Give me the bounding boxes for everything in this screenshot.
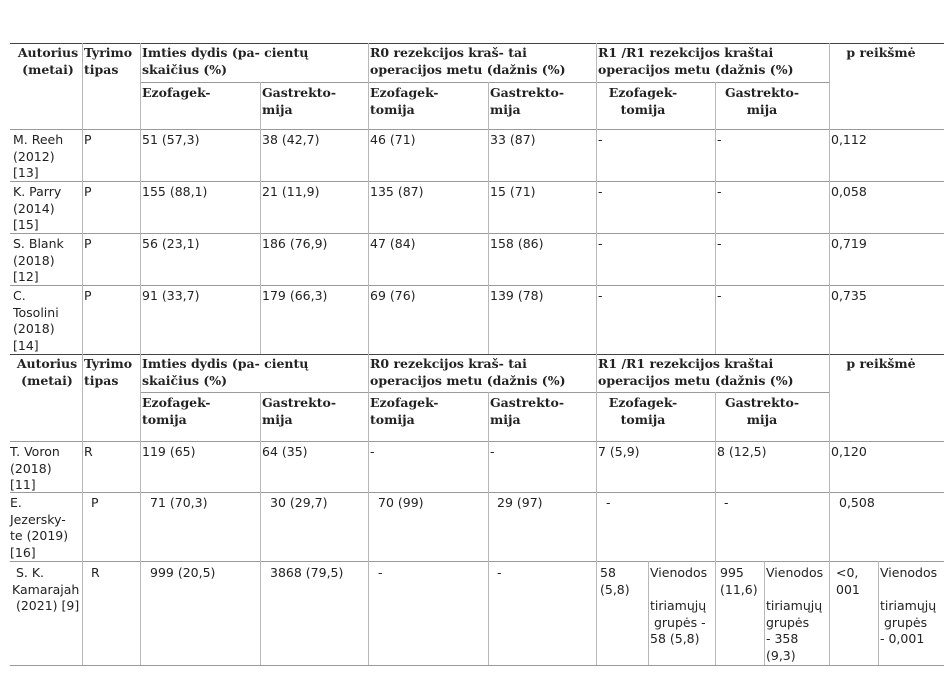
- column-rule: [260, 82, 261, 354]
- header-sample-size: Imties dydis (pa- cientų skaičius (%): [142, 45, 309, 77]
- subheader-sample-esophagectomy: Ezofagek- tomija: [142, 395, 211, 427]
- header-p-value: p reikšmė: [846, 45, 916, 60]
- row-rule: [10, 233, 944, 234]
- cell-r0-esophagectomy: 135 (87): [370, 184, 424, 199]
- column-rule: [878, 561, 879, 665]
- cell-r0-esophagectomy: -: [370, 444, 375, 459]
- cell-p-value: 0,112: [831, 132, 867, 147]
- row-rule: [10, 181, 944, 182]
- cell-sample-esophagectomy: 56 (23,1): [142, 236, 200, 251]
- cell-sample-gastrectomy: 30 (29,7): [270, 495, 328, 510]
- cell-r1-esophagectomy: -: [598, 288, 603, 303]
- cell-type: R: [91, 565, 100, 580]
- cell-p-value: 0,508: [839, 495, 875, 510]
- cell-r1-gastrectomy: -: [717, 132, 722, 147]
- cell-type: P: [91, 495, 99, 510]
- column-rule: [140, 43, 141, 665]
- subheader-r1-esophagectomy: Ezofagek- tomija: [608, 395, 678, 427]
- header-r1-margins: R1 /R1 rezekcijos kraštai operacijos metu (dažnis (%): [598, 356, 794, 388]
- cell-r1-gastrectomy: -: [724, 495, 729, 510]
- cell-p-value: 0,058: [831, 184, 867, 199]
- cell-r1-esophagectomy: -: [598, 236, 603, 251]
- cell-type: P: [84, 184, 92, 199]
- column-rule: [764, 561, 765, 665]
- cell-r1-gastrectomy: 995 (11,6): [720, 565, 758, 597]
- header-r0-margins: R0 rezekcijos kraš- tai operacijos metu (dažnis (%): [370, 356, 566, 388]
- cell-r0-esophagectomy: 69 (76): [370, 288, 416, 303]
- cell-r1-esophagectomy: -: [598, 184, 603, 199]
- cell-r1-gastrectomy: 8 (12,5): [717, 444, 767, 459]
- cell-type: R: [84, 444, 93, 459]
- subheader-sample-gastrectomy: Gastrekto- mija: [262, 85, 337, 117]
- cell-sample-esophagectomy: 155 (88,1): [142, 184, 208, 199]
- subheader-r0-gastrectomy: Gastrekto- mija: [490, 395, 565, 427]
- header-study-type: Tyrimo tipas: [84, 45, 133, 77]
- cell-sample-gastrectomy: 38 (42,7): [262, 132, 320, 147]
- cell-author: K. Parry (2014) [15]: [13, 184, 62, 232]
- subheader-sample-esophagectomy: Ezofagek-: [142, 85, 211, 100]
- cell-r0-gastrectomy: 158 (86): [490, 236, 544, 251]
- cell-r0-gastrectomy: 33 (87): [490, 132, 536, 147]
- cell-sample-gastrectomy: 179 (66,3): [262, 288, 328, 303]
- subheader-r1-esophagectomy: Ezofagek- tomija: [608, 85, 678, 117]
- header-study-type: Tyrimo tipas: [84, 356, 133, 388]
- column-rule: [715, 392, 716, 665]
- cell-r0-gastrectomy: -: [497, 565, 502, 580]
- row-rule: [10, 285, 944, 286]
- subheader-r1-gastrectomy: Gastrekto- mija: [724, 85, 800, 117]
- column-rule: [488, 82, 489, 354]
- cell-type: P: [84, 288, 92, 303]
- cell-type: P: [84, 132, 92, 147]
- cell-r0-gastrectomy: 15 (71): [490, 184, 536, 199]
- subheader-r1-gastrectomy: Gastrekto- mija: [724, 395, 800, 427]
- cell-sample-gastrectomy: 3868 (79,5): [270, 565, 344, 580]
- cell-r0-gastrectomy: 29 (97): [497, 495, 543, 510]
- column-rule: [829, 43, 830, 665]
- cell-author: C. Tosolini (2018) [14]: [13, 288, 59, 353]
- cell-sample-gastrectomy: 64 (35): [262, 444, 308, 459]
- cell-r1-gastrectomy-note: Vienodos tiriamųjų grupės - 358 (9,3): [766, 565, 824, 663]
- cell-r1-esophagectomy: 7 (5,9): [598, 444, 640, 459]
- cell-r1-esophagectomy-note: Vienodos tiriamųjų grupės - 58 (5,8): [650, 565, 708, 646]
- cell-r0-gastrectomy: -: [490, 444, 495, 459]
- cell-r1-esophagectomy: 58 (5,8): [600, 565, 630, 597]
- cell-type: P: [84, 236, 92, 251]
- table-bottom-rule: [10, 665, 944, 666]
- cell-sample-esophagectomy: 119 (65): [142, 444, 196, 459]
- header-sample-size: Imties dydis (pa- cientų skaičius (%): [142, 356, 309, 388]
- column-rule: [82, 43, 83, 665]
- subheader-r0-esophagectomy: Ezofagek- tomija: [370, 85, 439, 117]
- column-rule: [648, 561, 649, 665]
- cell-r0-gastrectomy: 139 (78): [490, 288, 544, 303]
- cell-p-value: 0,120: [831, 444, 867, 459]
- column-rule: [368, 43, 369, 665]
- subheader-rule: [140, 392, 829, 393]
- cell-p-value: <0, 001: [836, 565, 860, 597]
- cell-r1-esophagectomy: -: [606, 495, 611, 510]
- row-rule: [10, 441, 944, 442]
- header-r0-margins: R0 rezekcijos kraš- tai operacijos metu (dažnis (%): [370, 45, 566, 77]
- subheader-r0-esophagectomy: Ezofagek- tomija: [370, 395, 439, 427]
- section-divider: [10, 354, 944, 355]
- cell-p-value: 0,719: [831, 236, 867, 251]
- column-rule: [260, 392, 261, 665]
- cell-r1-gastrectomy: -: [717, 184, 722, 199]
- cell-author: E. Jezersky- te (2019) [16]: [10, 495, 69, 560]
- cell-r0-esophagectomy: -: [378, 565, 383, 580]
- row-rule: [10, 561, 944, 562]
- header-author: Autorius (metai): [16, 356, 78, 388]
- column-rule: [596, 43, 597, 665]
- row-rule: [10, 492, 944, 493]
- cell-sample-esophagectomy: 91 (33,7): [142, 288, 200, 303]
- cell-sample-esophagectomy: 999 (20,5): [150, 565, 216, 580]
- cell-sample-gastrectomy: 186 (76,9): [262, 236, 328, 251]
- subheader-rule: [140, 82, 829, 83]
- cell-r0-esophagectomy: 70 (99): [378, 495, 424, 510]
- cell-sample-esophagectomy: 51 (57,3): [142, 132, 200, 147]
- cell-sample-gastrectomy: 21 (11,9): [262, 184, 320, 199]
- cell-r1-gastrectomy: -: [717, 236, 722, 251]
- cell-r0-esophagectomy: 47 (84): [370, 236, 416, 251]
- cell-r1-esophagectomy: -: [598, 132, 603, 147]
- header-author: Autorius (metai): [17, 45, 79, 77]
- subheader-r0-gastrectomy: Gastrekto- mija: [490, 85, 565, 117]
- cell-author: S. K. Kamarajah (2021) [9]: [12, 565, 80, 613]
- cell-author: T. Voron (2018) [11]: [10, 444, 60, 492]
- table-top-rule: [10, 43, 944, 44]
- column-rule: [715, 82, 716, 354]
- cell-sample-esophagectomy: 71 (70,3): [150, 495, 208, 510]
- cell-author: S. Blank (2018) [12]: [13, 236, 64, 284]
- cell-p-value: 0,735: [831, 288, 867, 303]
- cell-author: M. Reeh (2012) [13]: [13, 132, 64, 180]
- header-p-value: p reikšmė: [846, 356, 916, 371]
- cell-r0-esophagectomy: 46 (71): [370, 132, 416, 147]
- cell-p-value-note: Vienodos tiriamųjų grupės - 0,001: [880, 565, 938, 646]
- column-rule: [488, 392, 489, 665]
- header-r1-margins: R1 /R1 rezekcijos kraštai operacijos metu (dažnis (%): [598, 45, 794, 77]
- subheader-sample-gastrectomy: Gastrekto- mija: [262, 395, 337, 427]
- cell-r1-gastrectomy: -: [717, 288, 722, 303]
- row-rule: [10, 129, 944, 130]
